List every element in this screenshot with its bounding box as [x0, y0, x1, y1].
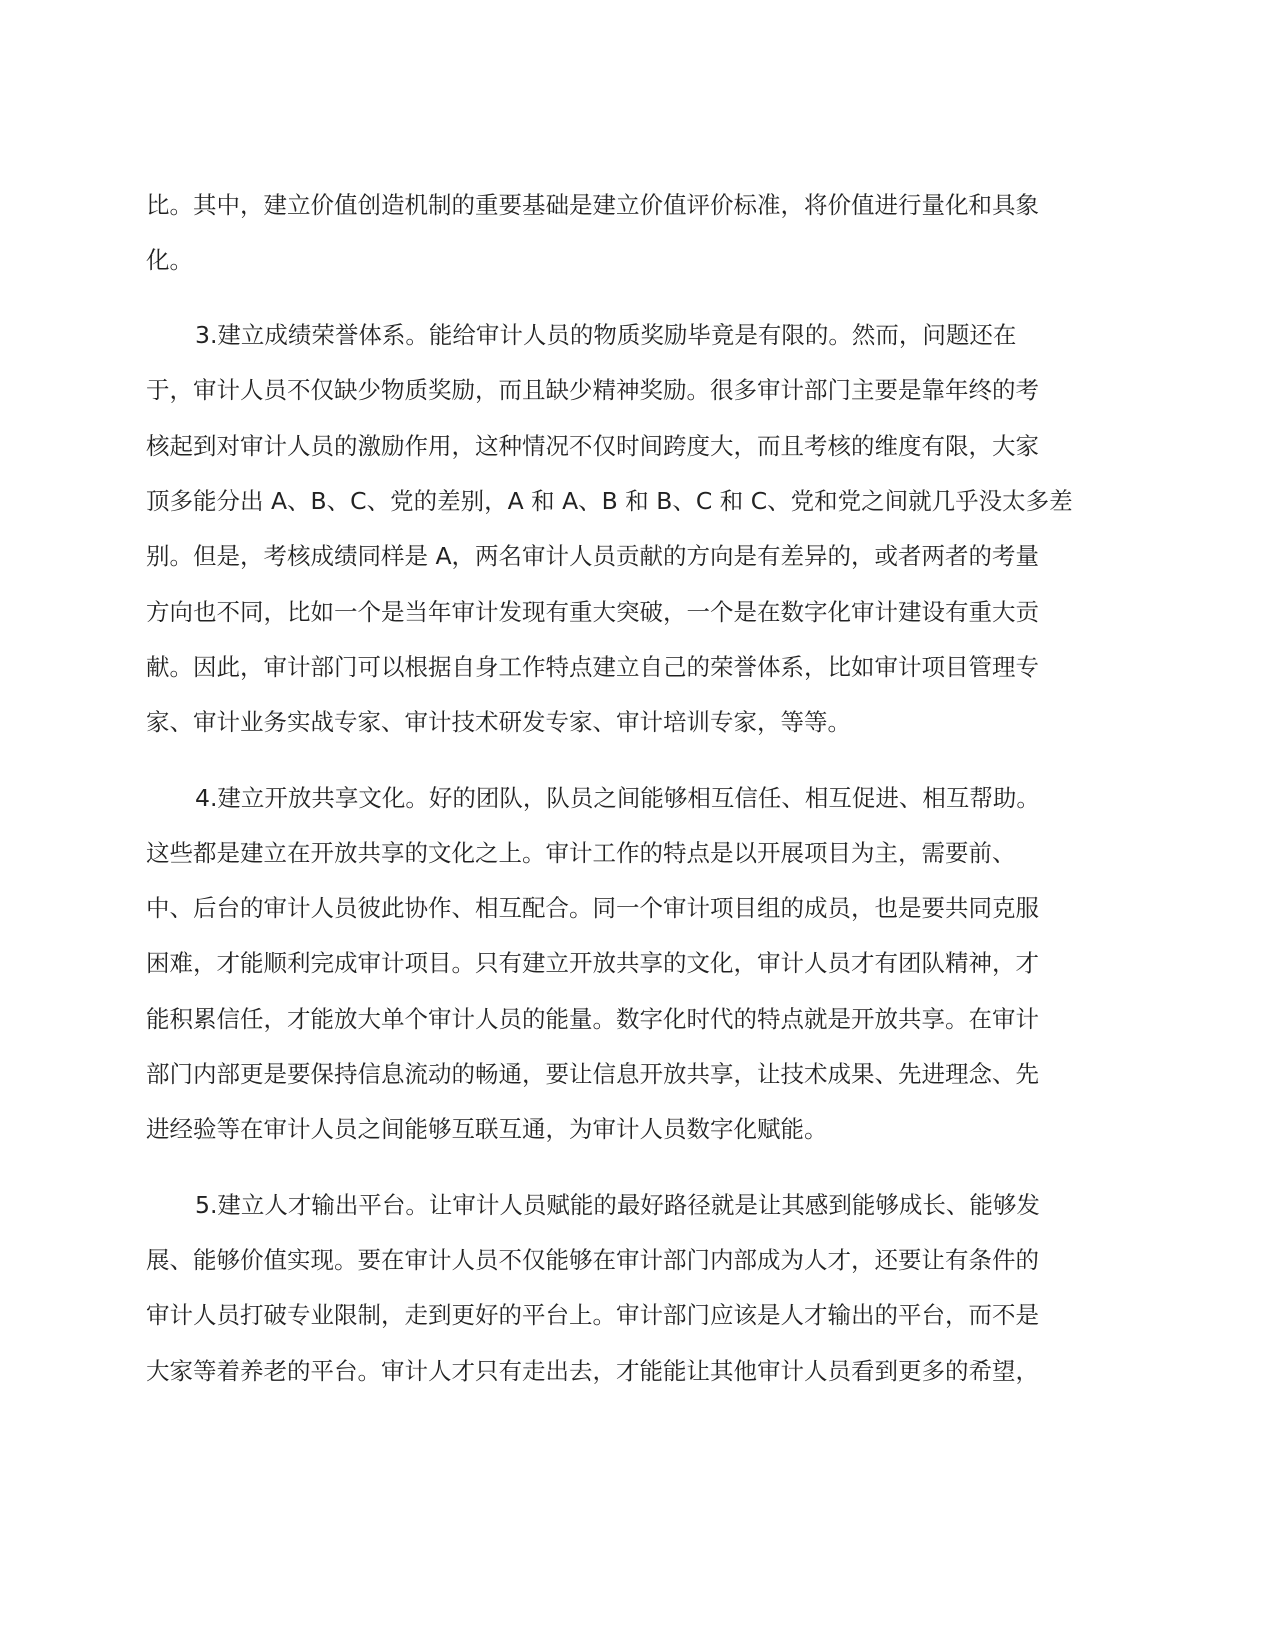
- text-line-content: 于，审计人员不仅缺少物质奖励，而且缺少精神奖励。很多审计部门主要是靠年终的考: [146, 376, 1039, 404]
- text-line: [0, 592, 1275, 632]
- text-line-content: 家、审计业务实战专家、审计技术研发专家、审计培训专家，等等。: [146, 708, 851, 736]
- paragraph-first-line: [0, 778, 1275, 818]
- text-line-content: 献。因此，审计部门可以根据自身工作特点建立自己的荣誉体系，比如审计项目管理专: [146, 653, 1039, 681]
- paragraph-first-line: [0, 1185, 1275, 1225]
- text-line: [0, 185, 1275, 225]
- text-line-content: 方向也不同，比如一个是当年审计发现有重大突破，一个是在数字化审计建设有重大贡: [146, 598, 1039, 626]
- text-line: [0, 536, 1275, 576]
- text-line-content: 困难，才能顺利完成审计项目。只有建立开放共享的文化，审计人员才有团队精神，才: [146, 949, 1039, 977]
- text-line-content: 大家等着养老的平台。审计人才只有走出去，才能能让其他审计人员看到更多的希望，: [146, 1357, 1039, 1385]
- text-line-content: 别。但是，考核成绩同样是 A，两名审计人员贡献的方向是有差异的，或者两者的考量: [146, 542, 1040, 570]
- text-line: [0, 240, 1275, 280]
- text-line: [0, 943, 1275, 983]
- text-line-content: 能积累信任，才能放大单个审计人员的能量。数字化时代的特点就是开放共享。在审计: [146, 1005, 1039, 1033]
- text-line: [0, 370, 1275, 410]
- text-line-content: 3.建立成绩荣誉体系。能给审计人员的物质奖励毕竟是有限的。然而，问题还在: [195, 321, 1017, 349]
- text-line-content: 审计人员打破专业限制，走到更好的平台上。审计部门应该是人才输出的平台，而不是: [146, 1301, 1039, 1329]
- text-line: [0, 1054, 1275, 1094]
- text-line: [0, 999, 1275, 1039]
- text-line: [0, 1240, 1275, 1280]
- text-line-content: 核起到对审计人员的激励作用，这种情况不仅时间跨度大，而且考核的维度有限，大家: [146, 432, 1039, 460]
- text-line: [0, 702, 1275, 742]
- text-line: [0, 426, 1275, 466]
- text-line-content: 5.建立人才输出平台。让审计人员赋能的最好路径就是让其感到能够成长、能够发: [195, 1191, 1040, 1219]
- text-line-content: 这些都是建立在开放共享的文化之上。审计工作的特点是以开展项目为主，需要前、: [146, 839, 1016, 867]
- text-line: [0, 888, 1275, 928]
- text-line-content: 中、后台的审计人员彼此协作、相互配合。同一个审计项目组的成员，也是要共同克服: [146, 894, 1039, 922]
- text-line: [0, 833, 1275, 873]
- text-line: [0, 1351, 1275, 1391]
- text-line-content: 部门内部更是要保持信息流动的畅通，要让信息开放共享，让技术成果、先进理念、先: [146, 1060, 1039, 1088]
- text-line-content: 展、能够价值实现。要在审计人员不仅能够在审计部门内部成为人才，还要让有条件的: [146, 1246, 1039, 1274]
- text-line-content: 比。其中，建立价值创造机制的重要基础是建立价值评价标准，将价值进行量化和具象: [146, 191, 1039, 219]
- text-line: [0, 1109, 1275, 1149]
- text-line: [0, 1295, 1275, 1335]
- text-line-content: 顶多能分出 A、B、C、党的差别，A 和 A、B 和 B、C 和 C、党和党之间就几乎没太多差: [146, 487, 1073, 515]
- paragraph-first-line: [0, 315, 1275, 355]
- text-line-content: 化。: [146, 246, 193, 274]
- text-line: [0, 481, 1275, 521]
- text-line-content: 进经验等在审计人员之间能够互联互通，为审计人员数字化赋能。: [146, 1115, 828, 1143]
- text-line: [0, 647, 1275, 687]
- text-line-content: 4.建立开放共享文化。好的团队，队员之间能够相互信任、相互促进、相互帮助。: [195, 784, 1040, 812]
